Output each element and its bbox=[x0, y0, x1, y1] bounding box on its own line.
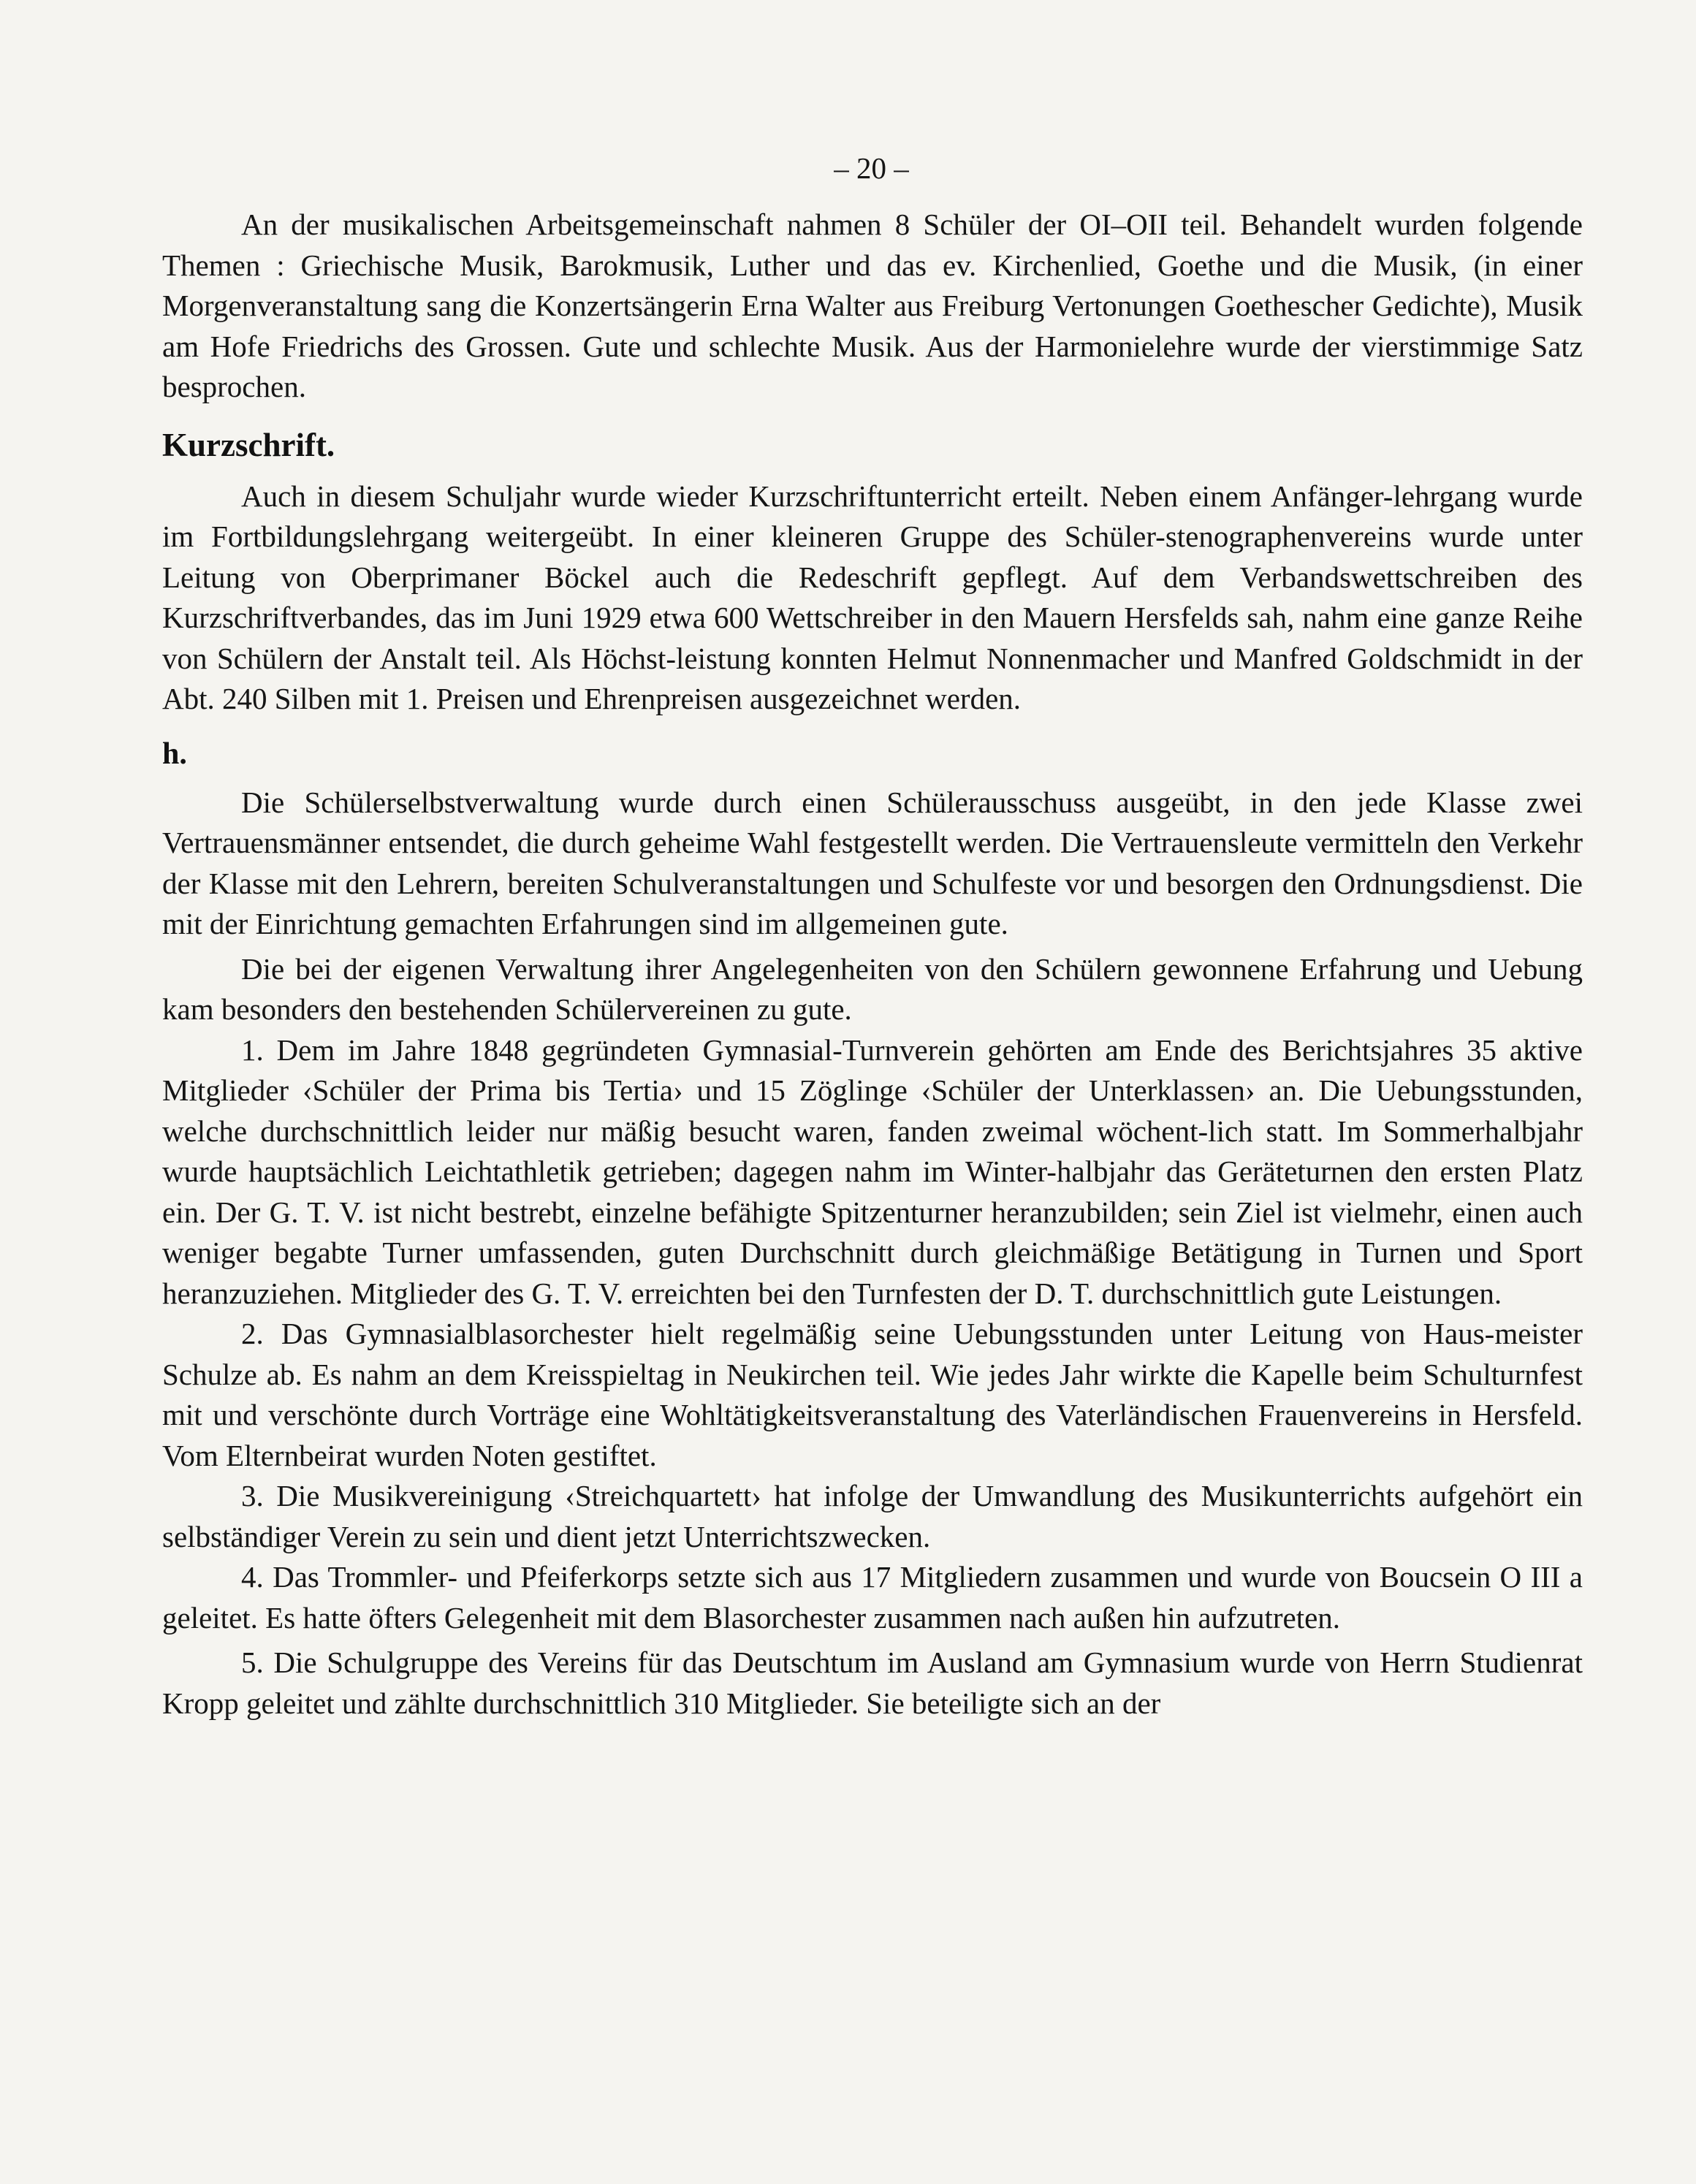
blasorchester-paragraph: 2. Das Gymnasialblasorchester hielt regelmäßig seine Uebungsstunden unter Leitung von Haus-meister Schulze ab. Es nahm an dem Kreisspieltag in Neukirchen teil. Wie jedes Jahr wirkte die Kapelle beim Schulturnfest mit und verschönte durch Vorträge eine Wohltätigkeitsveranstaltung des Vaterländischen Frauenvereins in Hersfeld. Vom Elternbeirat wurden Noten gestiftet. bbox=[162, 1317, 1583, 1472]
section-h-heading: h. bbox=[162, 737, 187, 771]
selbstverwaltung-paragraph: Die Schülerselbstverwaltung wurde durch einen Schülerausschuss ausgeübt, in den jede Klasse zwei Vertrauensmänner entsendet, die durch geheime Wahl festgestellt werden. Die Vertrauensleute vermitteln den Verkehr der Klasse mit den Lehrern, bereiten Schulveranstaltungen und Schulfeste vor und besorgen den Ordnungsdienst. Die mit der Einrichtung gemachten Erfahrungen sind im allgemeinen gute. bbox=[162, 785, 1583, 940]
kurzschrift-paragraph: Auch in diesem Schuljahr wurde wieder Kurzschriftunterricht erteilt. Neben einem Anfänger-lehrgang wurde im Fortbildungslehrgang weitergeübt. In einer kleineren Gruppe des Schüler-stenographenvereins wurde unter Leitung von Oberprimaner Böckel auch die Redeschrift gepflegt. Auf dem Verbandswettschreiben des Kurzschriftverbandes, das im Juni 1929 etwa 600 Wettschreiber in den Mauern Hersfelds sah, nahm eine ganze Reihe von Schülern der Anstalt teil. Als Höchst-leistung konnten Helmut Nonnenmacher und Manfred Goldschmidt in der Abt. 240 Silben mit 1. Preisen und Ehrenpreisen ausgezeichnet werden. bbox=[162, 479, 1583, 715]
musikvereinigung-paragraph: 3. Die Musikvereinigung ‹Streichquartett› hat infolge der Umwandlung des Musikunterrichts aufgehört ein selbständiger Verein zu sein und dient jetzt Unterrichtszwecken. bbox=[162, 1479, 1583, 1553]
trommlerkorps-paragraph: 4. Das Trommler- und Pfeiferkorps setzte sich aus 17 Mitgliedern zusammen und wurde von Boucsein O III a geleitet. Es hatte öfters Gelegenheit mit dem Blasorchester zusammen nach außen hin aufzutreten. bbox=[162, 1560, 1583, 1635]
kurzschrift-heading: Kurzschrift. bbox=[162, 426, 335, 463]
body-text bbox=[162, 205, 1583, 1724]
erfahrung-paragraph: Die bei der eigenen Verwaltung ihrer Angelegenheiten von den Schülern gewonnene Erfahrung und Uebung kam besonders den bestehenden Schülervereinen zu gute. bbox=[162, 951, 1583, 1026]
page-number: – 20 – bbox=[834, 151, 909, 185]
music-paragraph: An der musikalischen Arbeitsgemeinschaft nahmen 8 Schüler der OI–OII teil. Behandelt wurden folgende Themen : Griechische Musik, Barokmusik, Luther und das ev. Kirchenlied, Goethe und die Musik, (in einer Morgenveranstaltung sang die Konzertsängerin Erna Walter aus Freiburg Vertonungen Goethescher Gedichte), Musik am Hofe Friedrichs des Grossen. Gute und schlechte Musik. Aus der Harmonielehre wurde der vierstimmige Satz besprochen. bbox=[162, 208, 1583, 403]
turnverein-paragraph: 1. Dem im Jahre 1848 gegründeten Gymnasial-Turnverein gehörten am Ende des Berichtsjahres 35 aktive Mitglieder ‹Schüler der Prima bis Tertia› und 15 Zöglinge ‹Schüler der Unterklassen› an. Die Uebungsstunden, welche durchschnittlich leider nur mäßig besucht waren, fanden zweimal wöchent-lich statt. Im Sommerhalbjahr wurde hauptsächlich Leichtathletik getrieben; dagegen nahm im Winter-halbjahr das Geräteturnen den ersten Platz ein. Der G. T. V. ist nicht bestrebt, einzelne befähigte Spitzenturner heranzubilden; sein Ziel ist vielmehr, einen auch weniger begabte Turner umfassenden, guten Durchschnitt durch gleichmäßige Betätigung in Turnen und Sport heranzuziehen. Mitglieder des G. T. V. erreichten bei den Turnfesten der D. T. durchschnittlich gute Leistungen. bbox=[162, 1032, 1583, 1310]
vda-paragraph: 5. Die Schulgruppe des Vereins für das Deutschtum im Ausland am Gymnasium wurde von Herrn Studienrat Kropp geleitet und zählte durchschnittlich 310 Mitglieder. Sie beteiligte sich an der bbox=[162, 1645, 1583, 1720]
